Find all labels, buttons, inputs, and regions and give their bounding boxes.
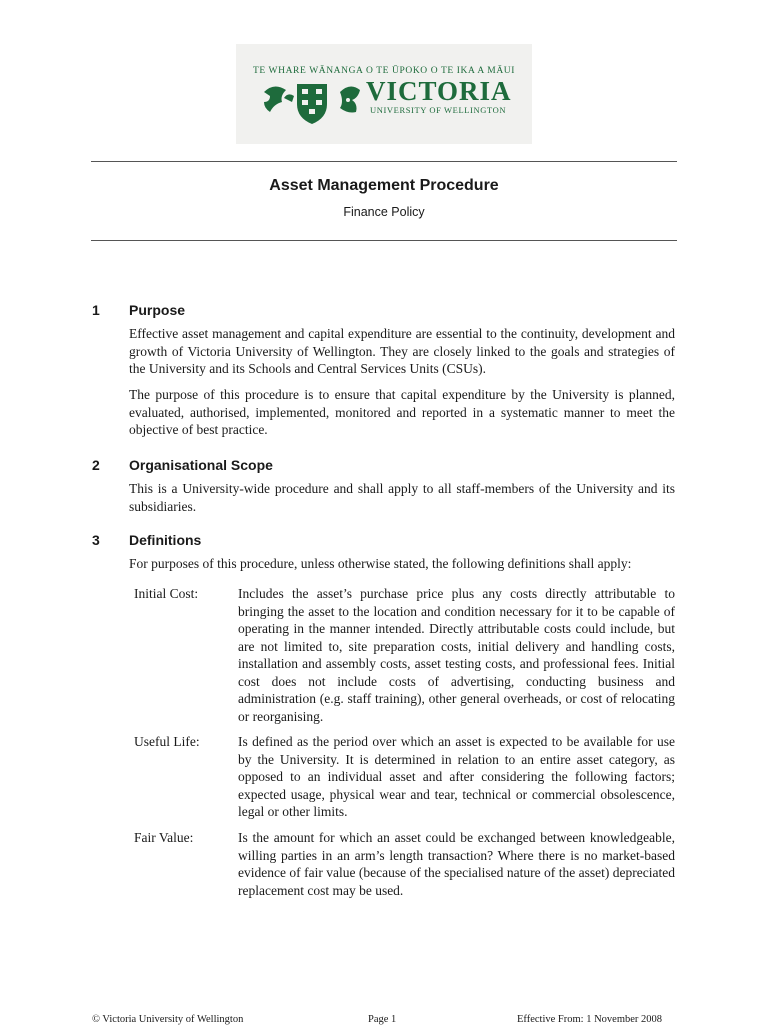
university-logo — [236, 44, 532, 144]
document-subtitle: Finance Policy — [343, 205, 425, 219]
logo-name: VICTORIA — [366, 76, 512, 106]
paragraph: The purpose of this procedure is to ensure that capital expenditure by the University is planned, evaluated, authorised, implemented, monitored and reported in a systematic manner to meet the objective of best practice. — [129, 387, 675, 437]
document-title: Asset Management Procedure — [269, 177, 499, 194]
header-top-rule — [91, 161, 677, 162]
section-heading-purpose: Purpose — [129, 302, 186, 318]
section-number: 3 — [92, 532, 100, 548]
section-heading-scope: Organisational Scope — [129, 457, 273, 473]
section-number: 1 — [92, 302, 100, 318]
paragraph: Effective asset management and capital expenditure are essential to the continuity, development and growth of Victoria University of Wellington. They are closely linked to the goals and strategies of the University and its Schools and Central Services Units (CSUs). — [129, 326, 675, 376]
footer-effective-date: Effective From: 1 November 2008 — [517, 1014, 663, 1025]
definition-term: Fair Value: — [134, 830, 194, 845]
definition-text: Includes the asset’s purchase price plus any costs directly attributable to bringing the asset to the location and condition necessary for it to be capable of operating in the manner intended. Directly attributable costs could include, but are not limited to, site preparation costs, initial delivery and handling costs, installation and assembly costs, asset testing costs, and professional fees. Initial cost does not include costs of advertising, conducting business and administration (e.g. staff training), other general overheads, or cost of relocating or reorganising. — [238, 586, 675, 724]
logo-motto: TE WHARE WĀNANGA O TE ŪPOKO O TE IKA A MĀUI — [252, 66, 516, 76]
logo-subname: UNIVERSITY OF WELLINGTON — [370, 105, 507, 115]
paragraph: This is a University-wide procedure and shall apply to all staff-members of the University and its subsidiaries. — [129, 481, 675, 514]
definition-term: Initial Cost: — [134, 586, 199, 601]
header-bottom-rule — [91, 240, 677, 241]
definition-text: Is the amount for which an asset could be exchanged between knowledgeable, willing parties in an arm’s length transaction? Where there is no market-based evidence of fair value (because of the specialised nature of the asset) depreciated replacement cost may be used. — [238, 830, 675, 898]
footer-copyright: © Victoria University of Wellington — [92, 1014, 244, 1025]
crest-icon — [262, 78, 362, 126]
definition-term: Useful Life: — [134, 734, 200, 749]
footer-page-number: Page 1 — [368, 1014, 397, 1025]
definition-text: Is defined as the period over which an asset is expected to be available for use by the University. It is determined in relation to an entire asset category, as opposed to an individual asset and after considering the following factors; expected usage, physical wear and tear, technical or commercial obsolescence, legal or other limits. — [238, 734, 675, 819]
paragraph: For purposes of this procedure, unless otherwise stated, the following definitions shall apply: — [129, 556, 632, 571]
section-heading-definitions: Definitions — [129, 532, 202, 548]
section-number: 2 — [92, 457, 100, 473]
